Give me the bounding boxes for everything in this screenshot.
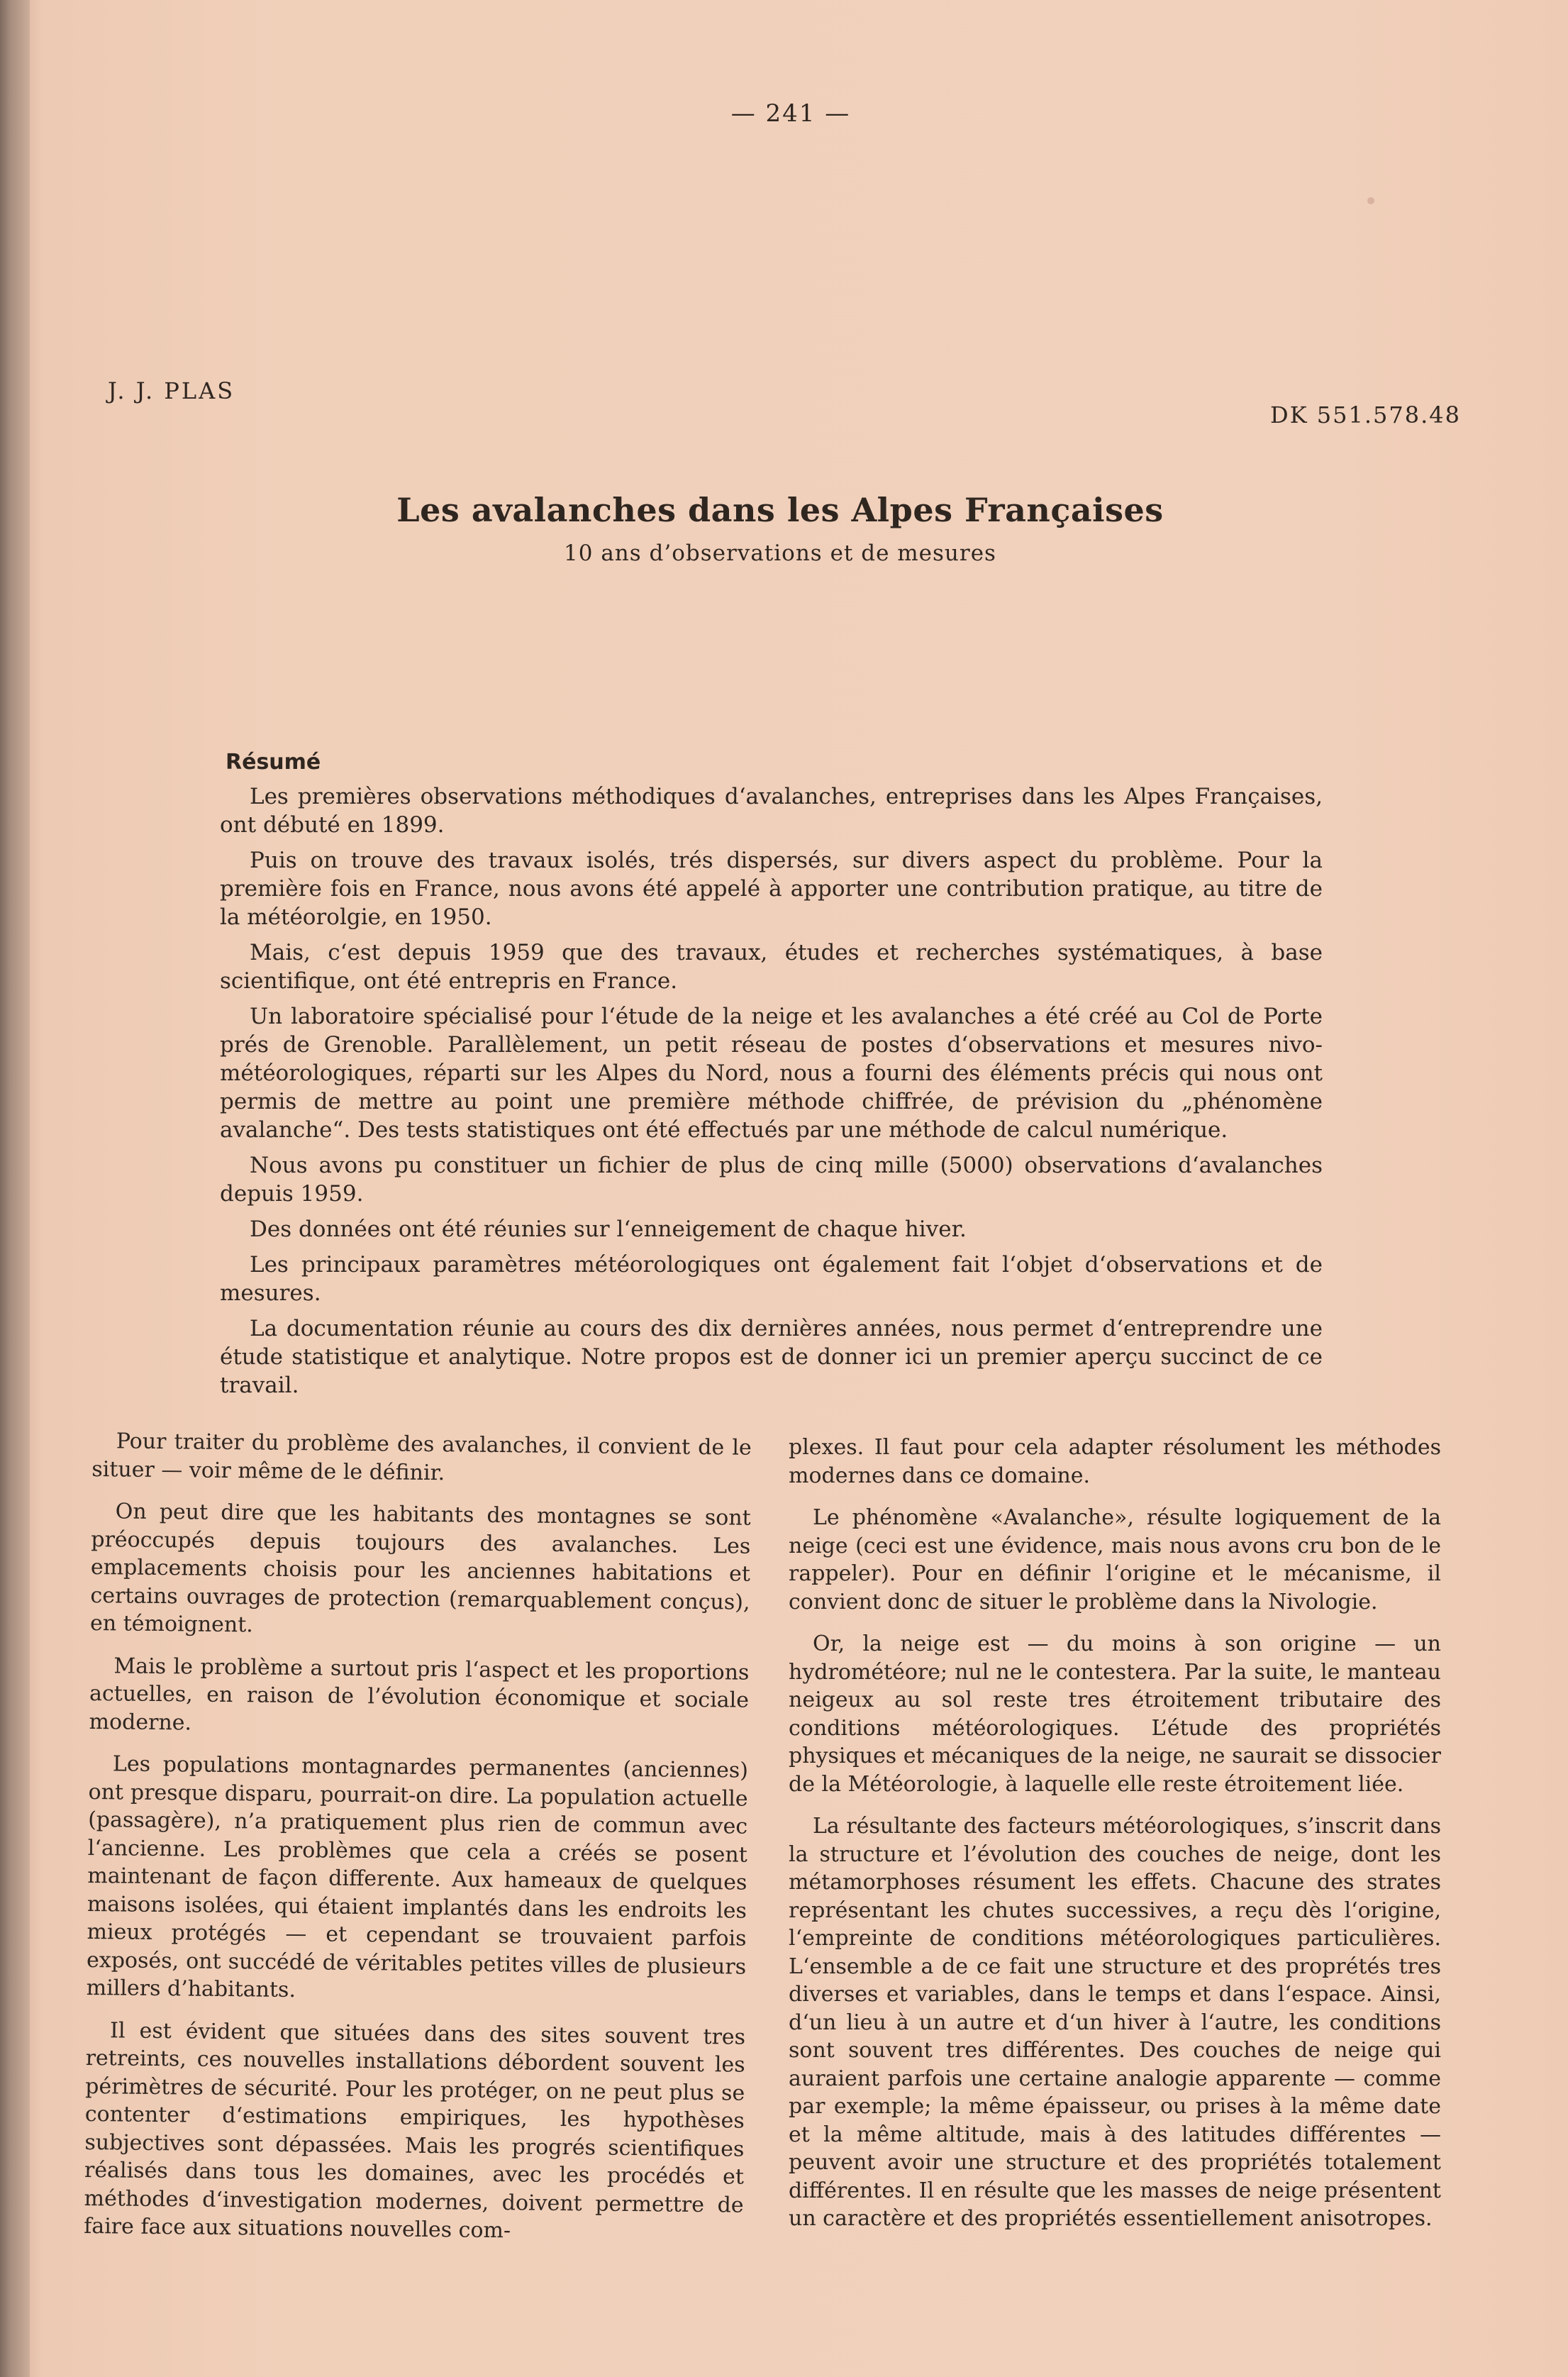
author-name: J. J. PLAS: [108, 377, 235, 404]
abstract-heading: Résumé: [226, 750, 321, 775]
body-paragraph: La résultante des facteurs météorologiques, s’inscrit dans la structure et l’évolution des couches de neige, dont les métamorphoses résument les effets. Chacune des strates représentant les chutes successives, a reçu dès l‘origine, l‘empreinte de conditions météorologiques particulières. L‘ensemble a de ce fait une structure et des proprétés tres diverses et variables, dans le temps et dans l‘espace. Ainsi, d‘un lieu à un autre et d‘un hiver à l‘autre, les conditions sont souvent tres différentes. Des couches de neige qui auraient parfois une certaine analogie apparente — comme par exemple; la même épaisseur, ou prises à la même date et la même altitude, mais à des latitudes différentes — peuvent avoir une structure et des propriétés totalement différentes. Il en résulte que les masses de neige présentent un caractère et des propriétés essentiellement anisotropes.: [789, 1814, 1441, 2231]
article-title: Les avalanches dans les Alpes Françaises: [396, 491, 1164, 529]
abstract-paragraph: La documentation réunie au cours des dix dernières années, nous permet d‘entreprendre une étude statistique et analytique. Notre propos est de donner ici un premier aperçu succinct de ce travail.: [220, 1316, 1323, 1398]
abstract-paragraph: Les principaux paramètres météorologiques ont également fait l‘objet d‘observations et de mesures.: [220, 1252, 1323, 1306]
body-paragraph: Pour traiter du problème des avalanches, il convient de le situer — voir même de le définir.: [91, 1429, 752, 1485]
article-subtitle: 10 ans d’observations et de mesures: [564, 541, 996, 566]
paper-speck: [1367, 197, 1374, 204]
page-number: — 241 —: [730, 99, 851, 128]
body-column-right: [789, 1434, 1441, 2247]
abstract-block: [220, 748, 1323, 1407]
abstract-paragraph: Mais, c‘est depuis 1959 que des travaux, études et recherches systématiques, à base scientifique, ont été entrepris en France.: [220, 940, 1323, 994]
book-spine-shadow: [0, 0, 30, 2377]
body-paragraph: Il est évident que situées dans des sites souvent tres retreints, ces nouvelles installations débordent souvent les périmètres de sécurité. Pour les protéger, on ne peut plus se contenter d‘estimations empiriques, les hypothèses subjectives sont dépassées. Mais les progrés scientifiques réalisés dans tous les domaines, avec les procédés et méthodes d‘investigation modernes, doivent permettre de faire face aux situations nouvelles com-: [84, 2017, 746, 2244]
abstract-paragraph: Les premières observations méthodiques d‘avalanches, entreprises dans les Alpes Françaises, ont débuté en 1899.: [220, 784, 1323, 838]
body-paragraph: Les populations montagnardes permanentes (anciennes) ont presque disparu, pourrait-on dire. La population actuelle (passagère), n’a pratiquement plus rien de commun avec l‘ancienne. Les problèmes que cela a créés se posent maintenant de façon differente. Aux hameaux de quelques maisons isolées, qui étaient implantés dans les endroits les mieux protégés — et cependant se trouvaient parfois exposés, ont succédé de véritables petites villes de plusieurs millers d’habitants.: [86, 1751, 749, 2003]
body-paragraph: On peut dire que les habitants des montagnes se sont préoccupés depuis toujours des avalanches. Les emplacements choisis pour les anciennes habitations et certains ouvrages de protection (remarquablement conçus), en témoignent.: [89, 1499, 751, 1638]
body-paragraph: Mais le problème a surtout pris l‘aspect et les proportions actuelles, en raison de l’évolution économique et sociale moderne.: [89, 1653, 750, 1735]
body-paragraph: Le phénomène «Avalanche», résulte logiquement de la neige (ceci est une évidence, mais nous avons cru bon de le rappeler). Pour en définir l‘origine et le mécanisme, il convient donc de situer le problème dans la Nivologie.: [789, 1505, 1441, 1614]
body-column-left: [84, 1427, 752, 2261]
dk-classification: DK 551.578.48: [1270, 401, 1461, 428]
body-paragraph: plexes. Il faut pour cela adapter résolument les méthodes modernes dans ce domaine.: [789, 1435, 1441, 1488]
abstract-paragraph: Puis on trouve des travaux isolés, trés dispersés, sur divers aspect du problème. Pour la première fois en France, nous avons été appelé à apporter une contribution pratique, au titre de la météorolgie, en 1950.: [220, 848, 1323, 930]
abstract-paragraph: Des données ont été réunies sur l‘enneigement de chaque hiver.: [250, 1217, 967, 1242]
body-paragraph: Or, la neige est — du moins à son origine — un hydrométéore; nul ne le contestera. Par la suite, le manteau neigeux au sol reste tres étroitement tributaire des conditions météorologiques. L’étude des propriétés physiques et mécaniques de la neige, ne saurait se dissocier de la Météorologie, à laquelle elle reste étroitement liée.: [789, 1631, 1441, 1797]
abstract-paragraph: Nous avons pu constituer un fichier de plus de cinq mille (5000) observations d‘avalanches depuis 1959.: [220, 1153, 1323, 1207]
abstract-paragraph: Un laboratoire spécialisé pour l‘étude de la neige et les avalanches a été créé au Col de Porte prés de Grenoble. Parallèlement, un petit réseau de postes d‘observations et mesures nivo-météorologiques, réparti sur les Alpes du Nord, nous a fourni des éléments précis qui nous ont permis de mettre au point une première méthode chiffrée, de prévision du „phénomène avalanche“. Des tests statistiques ont été effectués par une méthode de calcul numérique.: [220, 1004, 1323, 1143]
